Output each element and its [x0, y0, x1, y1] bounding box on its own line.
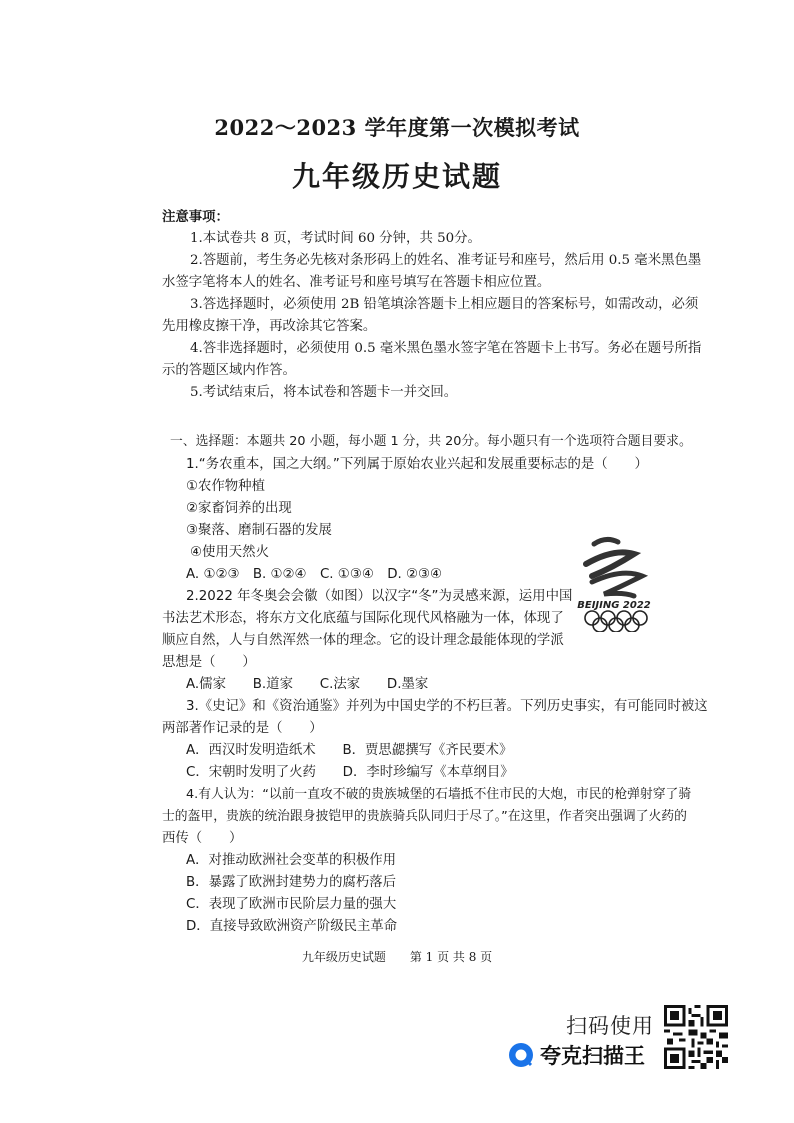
note-item: 1.本试卷共 8 页，考试时间 60 分钟，共 50分。: [190, 231, 481, 246]
subject-title: 九年级历史试题: [291, 160, 502, 193]
question-4-option: C．表现了欧洲市民阶层力量的强大: [186, 897, 397, 912]
question-2-line: 2.2022 年冬奥会会徽（如图）以汉字“冬”为灵感来源，运用中国: [186, 589, 573, 604]
beijing-2022-emblem: [572, 532, 656, 632]
question-2-choices: A.儒家 B.道家 C.法家 D.墨家: [186, 677, 429, 692]
note-item: 4.答非选择题时，必须使用 0.5 毫米黑色墨水签字笔在答题卡上书写。务必在题号所指: [190, 341, 702, 356]
question-4-line: 士的盔甲，贵族的统治跟身披铠甲的贵族骑兵队同归于尽了。”在这里，作者突出强调了火药的: [162, 809, 687, 824]
notes-heading: 注意事项：: [162, 209, 229, 225]
question-3-choices: C．宋朝时发明了火药 D．李时珍编写《本草纲目》: [186, 765, 514, 780]
brand-logo: [508, 1040, 645, 1070]
brand-name: 夸克扫描王: [540, 1044, 645, 1068]
question-2-line: 书法艺术形态，将东方文化底蕴与国际化现代风格融为一体，体现了: [162, 611, 564, 626]
question-4-option: D．直接导致欧洲资产阶级民主革命: [186, 919, 398, 934]
note-item: 示的答题区域内作答。: [162, 363, 296, 378]
question-3-line: 两部著作记录的是（ ）: [162, 721, 323, 736]
question-1-item: ②家畜饲养的出现: [186, 501, 292, 516]
question-2-line: 顺应自然，人与自然浑然一体的理念。它的设计理念最能体现的学派: [162, 633, 564, 648]
question-1-stem: 1.“务农重本，国之大纲。”下列属于原始农业兴起和发展重要标志的是（ ）: [186, 457, 648, 472]
question-4-line: 西传（ ）: [162, 831, 243, 846]
question-1-item: ①农作物种植: [186, 479, 265, 494]
emblem-text: BEIJING 2022: [577, 600, 651, 611]
note-item: 5.考试结束后，将本试卷和答题卡一并交回。: [190, 385, 458, 400]
note-item: 先用橡皮擦干净，再改涂其它答案。: [162, 319, 377, 334]
qr-code-icon[interactable]: [664, 1005, 728, 1069]
question-4-option: B．暴露了欧洲封建势力的腐朽落后: [186, 875, 397, 890]
question-1-item: ③聚落、磨制石器的发展: [186, 523, 332, 538]
question-3-choices: A．西汉时发明造纸术 B．贾思勰撰写《齐民要术》: [186, 743, 513, 758]
exam-title: 2022～2023 学年度第一次模拟考试: [214, 115, 580, 140]
note-item: 2.答题前，考生务必先核对条形码上的姓名、准考证号和座号，然后用 0.5 毫米黑色墨: [190, 253, 702, 268]
section-heading: 一、选择题：本题共 20 小题，每小题 1 分，共 20分。每小题只有一个选项符合题目要求。: [170, 434, 692, 449]
note-item: 水签字笔将本人的姓名、准考证号和座号填写在答题卡相应位置。: [162, 275, 551, 290]
question-4-line: 4.有人认为：“以前一直攻不破的贵族城堡的石墙抵不住市民的大炮，市民的枪弹射穿了骑: [186, 787, 692, 802]
question-4-option: A．对推动欧洲社会变革的积极作用: [186, 853, 397, 868]
page-footer: 九年级历史试题 第 1 页 共 8 页: [301, 950, 493, 964]
question-1-choices: A. ①②③ B. ①②④ C. ①③④ D. ②③④: [186, 567, 443, 582]
scan-label: 扫码使用: [566, 1014, 654, 1038]
question-2-line: 思想是（ ）: [162, 655, 256, 670]
note-item: 3.答选择题时，必须使用 2B 铅笔填涂答题卡上相应题目的答案标号，如需改动，必须: [190, 297, 699, 312]
question-3-line: 3.《史记》和《资治通鉴》并列为中国史学的不朽巨著。下列历史事实，有可能同时被这: [186, 699, 708, 714]
question-1-item: ④使用天然火: [190, 545, 269, 560]
quark-icon: [508, 1042, 534, 1068]
